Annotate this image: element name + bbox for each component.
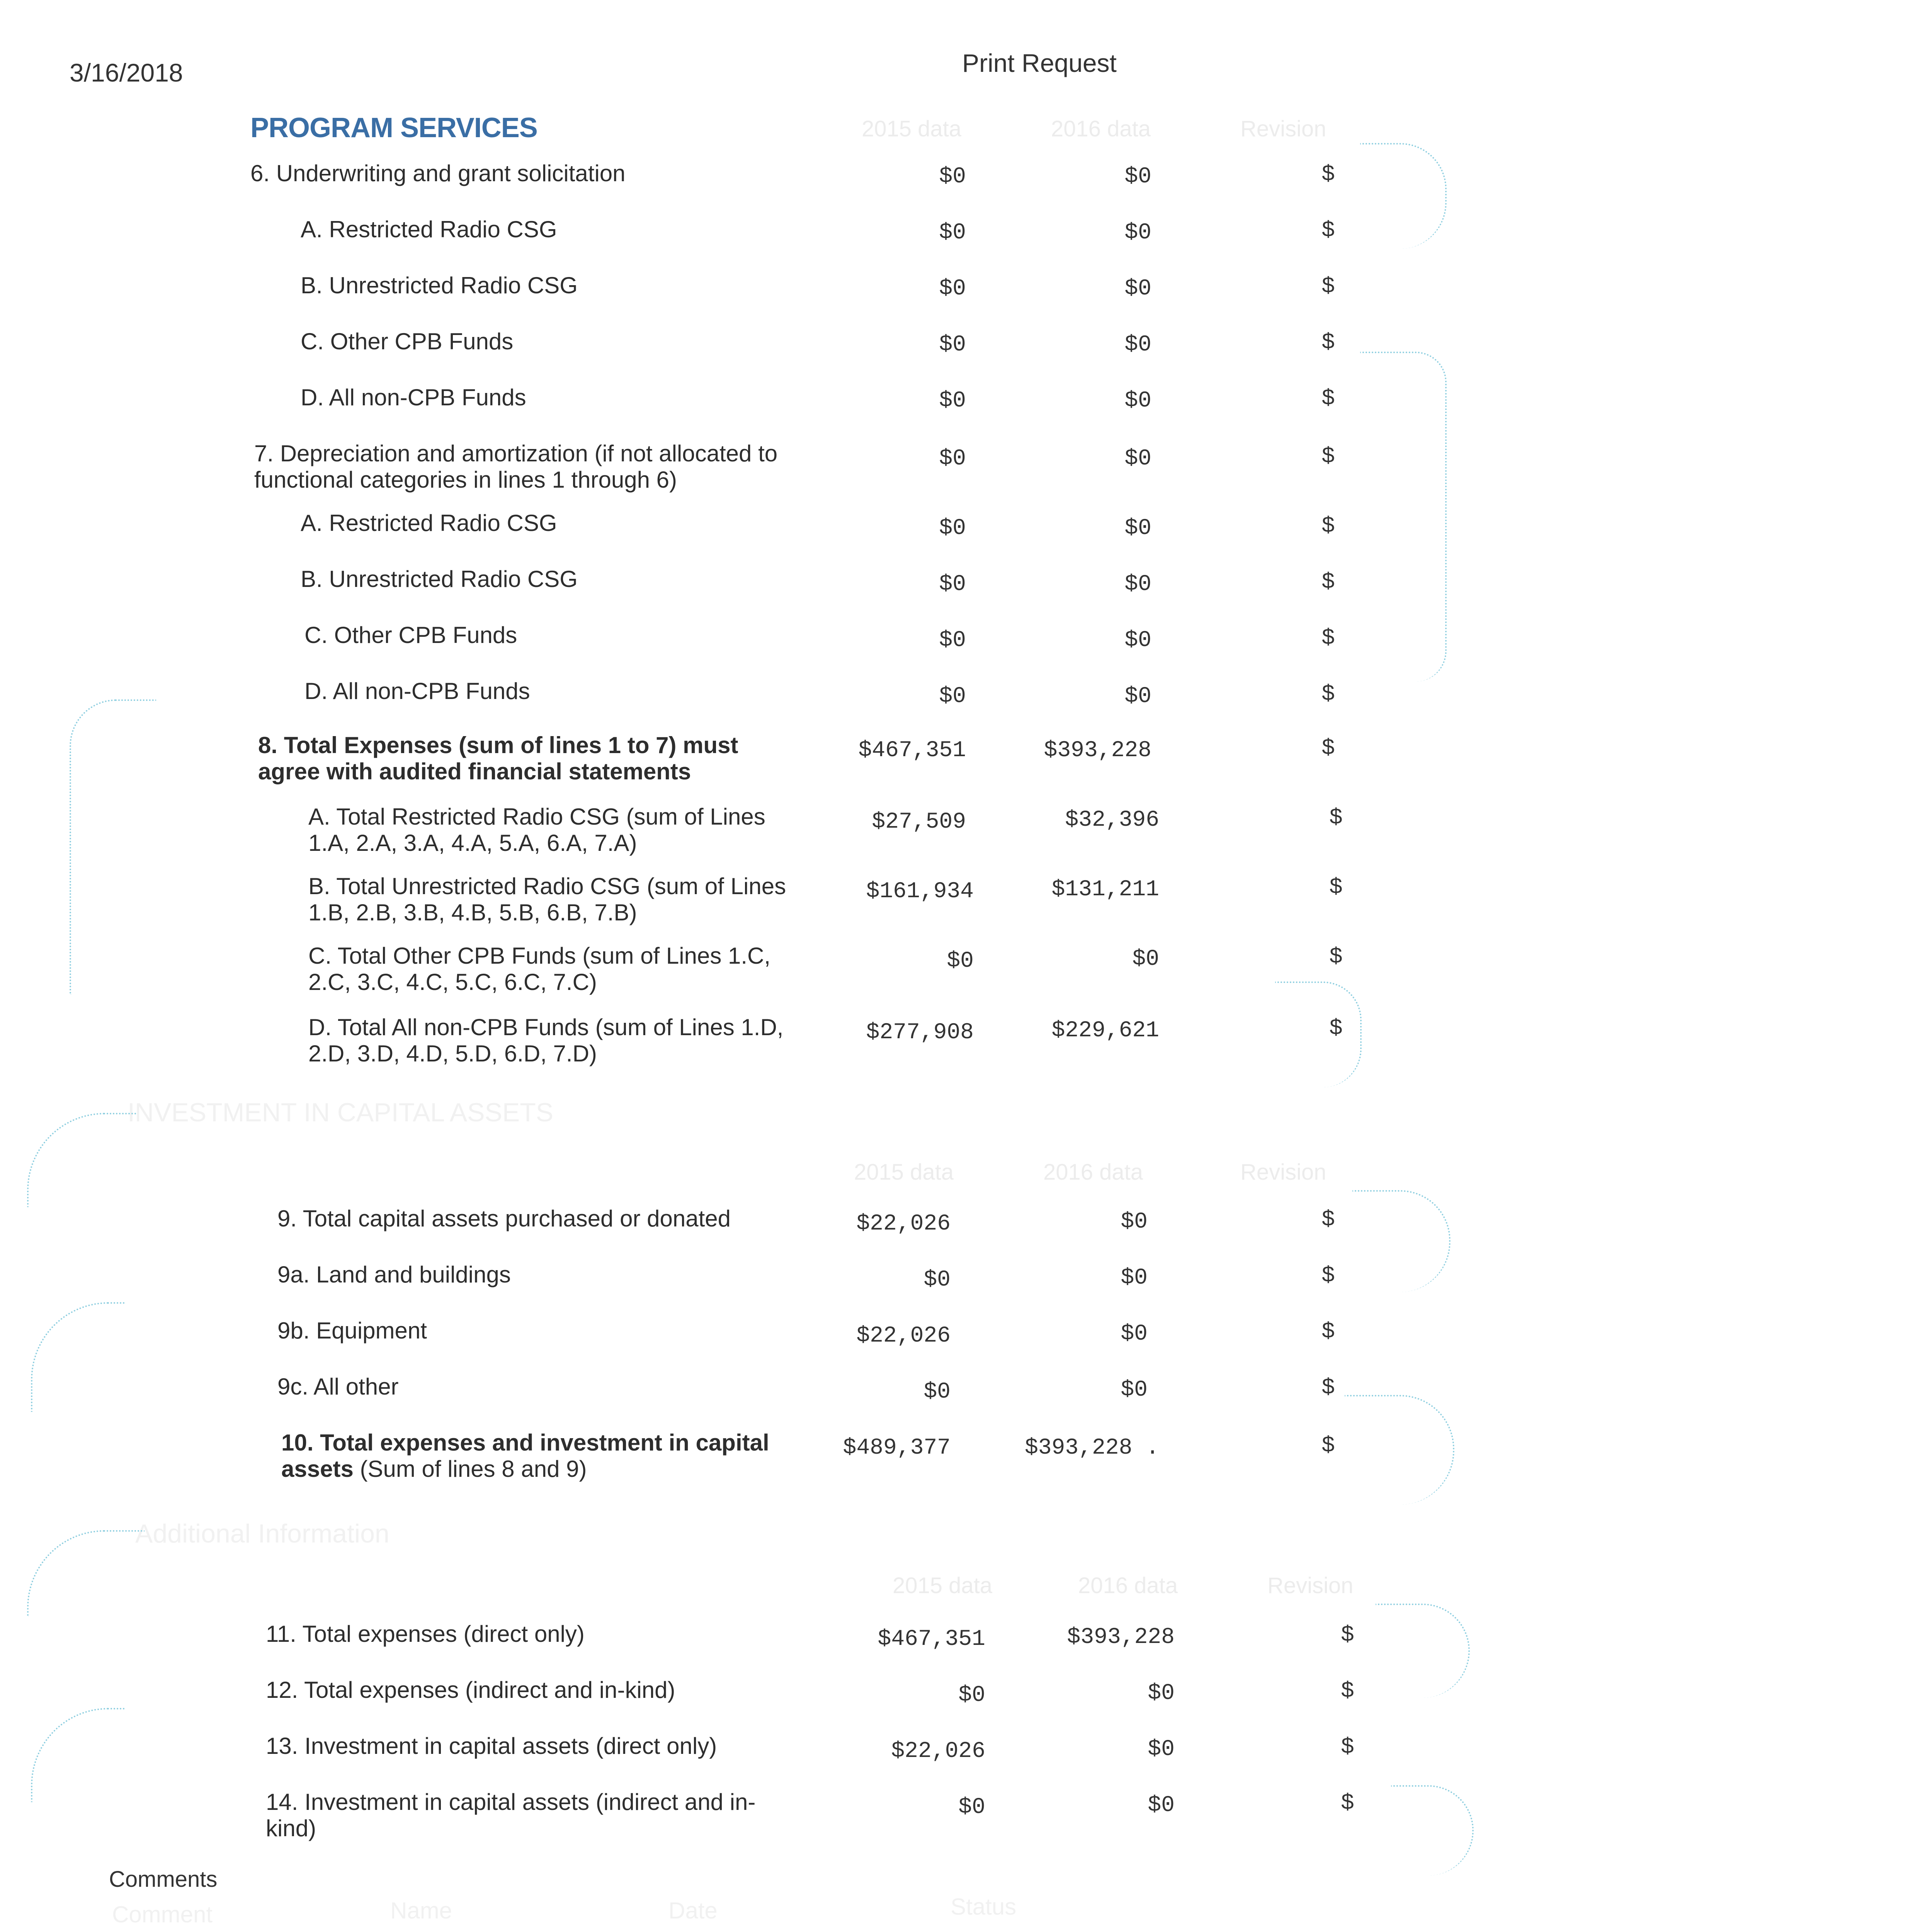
- value-2015: $0: [958, 1683, 985, 1708]
- col-header-2015: 2015 data: [854, 1160, 954, 1185]
- value-2016: $131,211: [1051, 877, 1159, 902]
- revision-field[interactable]: $: [1341, 1623, 1354, 1648]
- revision-field[interactable]: $: [1321, 514, 1335, 539]
- col-header-revision: Revision: [1240, 116, 1327, 141]
- bracket-mark: [31, 1708, 125, 1802]
- bracket-mark: [1360, 143, 1447, 249]
- value-2015: $467,351: [858, 738, 966, 763]
- revision-field[interactable]: $: [1321, 682, 1335, 707]
- value-2016: $0: [1121, 1209, 1148, 1235]
- revision-field[interactable]: $: [1321, 218, 1335, 243]
- revision-field[interactable]: $: [1329, 1016, 1343, 1041]
- col-header-2016: 2016 data: [1051, 116, 1151, 141]
- row-label: 11. Total expenses (direct only): [266, 1621, 585, 1647]
- value-2015: $0: [939, 516, 966, 541]
- col-header-revision: Revision: [1240, 1160, 1327, 1185]
- comments-col-name: Name: [390, 1898, 452, 1923]
- revision-field[interactable]: $: [1321, 626, 1335, 651]
- row-label: C. Other CPB Funds: [301, 328, 514, 354]
- value-2015: $277,908: [866, 1020, 974, 1045]
- revision-field[interactable]: $: [1321, 1376, 1335, 1401]
- bracket-mark: [1275, 981, 1362, 1087]
- row-label-total-expenses: 8. Total Expenses (sum of lines 1 to 7) must agree with audited financial statements: [258, 732, 738, 784]
- value-2015: $467,351: [878, 1627, 985, 1652]
- row-label: 6. Underwriting and grant solicitation: [250, 160, 626, 186]
- value-2016: $0: [1121, 1265, 1148, 1291]
- row-label: 9c. All other: [277, 1374, 399, 1400]
- value-2016: $0: [1121, 1378, 1148, 1403]
- col-header-2016: 2016 data: [1043, 1160, 1143, 1185]
- row-label: B. Total Unrestricted Radio CSG (sum of Lines 1.B, 2.B, 3.B, 4.B, 5.B, 6.B, 7.B): [308, 873, 786, 925]
- row-label: 13. Investment in capital assets (direct only): [266, 1733, 717, 1759]
- row-label: 7. Depreciation and amortization (if not allocated to functional categories in lines 1 through 6): [254, 440, 778, 493]
- revision-field[interactable]: $: [1321, 1320, 1335, 1345]
- revision-field[interactable]: $: [1321, 330, 1335, 355]
- value-2016: $0: [1124, 276, 1151, 301]
- row-label: 9. Total capital assets purchased or donated: [277, 1206, 731, 1231]
- bracket-mark: [70, 699, 156, 995]
- row-label: A. Restricted Radio CSG: [301, 216, 557, 242]
- value-2016: $393,228 .: [1024, 1435, 1159, 1461]
- revision-field[interactable]: $: [1341, 1735, 1354, 1760]
- value-2015: $0: [939, 164, 966, 189]
- value-2015: $0: [923, 1267, 951, 1293]
- comments-col-status: Status: [951, 1894, 1017, 1920]
- value-2016: $0: [1148, 1793, 1175, 1818]
- investment-title: INVESTMENT IN CAPITAL ASSETS: [128, 1098, 554, 1127]
- value-2015: $22,026: [856, 1323, 951, 1349]
- value-2015: $0: [939, 446, 966, 471]
- row-label: C. Total Other CPB Funds (sum of Lines 1.C, 2.C, 3.C, 4.C, 5.C, 6.C, 7.C): [308, 943, 771, 995]
- value-2016: $0: [1132, 947, 1159, 972]
- revision-field[interactable]: $: [1321, 162, 1335, 187]
- row-label: D. All non-CPB Funds: [301, 384, 526, 410]
- bracket-mark: [1391, 1785, 1474, 1876]
- value-2016: $0: [1148, 1681, 1175, 1706]
- row-label-rest: (Sum of lines 8 and 9): [353, 1456, 587, 1482]
- value-2015: $161,934: [866, 879, 974, 904]
- row-label: 9a. Land and buildings: [277, 1262, 511, 1287]
- value-2015: $0: [947, 949, 974, 974]
- comments-col-date: Date: [668, 1898, 718, 1923]
- revision-field[interactable]: $: [1321, 274, 1335, 299]
- value-2016: $0: [1121, 1321, 1148, 1347]
- revision-field[interactable]: $: [1321, 570, 1335, 595]
- revision-field[interactable]: $: [1321, 1208, 1335, 1233]
- value-2015: $0: [939, 332, 966, 357]
- revision-field[interactable]: $: [1329, 806, 1343, 831]
- row-label-bold: 10. Total expenses and investment in capital assets: [281, 1430, 769, 1482]
- value-2015: $0: [939, 220, 966, 245]
- value-2016: $0: [1124, 572, 1151, 597]
- value-2015: $22,026: [856, 1211, 951, 1236]
- value-2016: $229,621: [1051, 1018, 1159, 1043]
- bracket-mark: [1352, 1190, 1451, 1292]
- revision-field[interactable]: $: [1341, 1679, 1354, 1704]
- row-label: A. Total Restricted Radio CSG (sum of Lines 1.A, 2.A, 3.A, 4.A, 5.A, 6.A, 7.A): [308, 804, 765, 856]
- value-2015: $22,026: [891, 1739, 985, 1764]
- col-header-2016: 2016 data: [1078, 1573, 1178, 1598]
- value-2016: $0: [1124, 684, 1151, 709]
- value-2015: $0: [939, 276, 966, 301]
- revision-field[interactable]: $: [1321, 736, 1335, 761]
- bracket-mark: [31, 1302, 125, 1412]
- row-label-total-expenses-investment: [281, 1430, 784, 1482]
- value-2015: $0: [958, 1795, 985, 1820]
- value-2015: $0: [939, 388, 966, 413]
- row-label: B. Unrestricted Radio CSG: [301, 566, 578, 592]
- value-2015: $0: [939, 572, 966, 597]
- row-label: 9b. Equipment: [277, 1318, 427, 1344]
- revision-field[interactable]: $: [1321, 1264, 1335, 1289]
- comments-title: Comments: [109, 1867, 218, 1892]
- row-label: 12. Total expenses (indirect and in-kind): [266, 1677, 675, 1703]
- value-2016: $0: [1124, 516, 1151, 541]
- value-2015: $0: [939, 628, 966, 653]
- value-2016: $0: [1124, 220, 1151, 245]
- value-2015: $489,377: [843, 1435, 951, 1461]
- revision-field[interactable]: $: [1321, 386, 1335, 412]
- revision-field[interactable]: $: [1341, 1791, 1354, 1816]
- bracket-mark: [27, 1530, 145, 1617]
- value-2015: $0: [939, 684, 966, 709]
- value-2016: $0: [1148, 1737, 1175, 1762]
- value-2016: $0: [1124, 446, 1151, 471]
- bracket-mark: [1360, 352, 1447, 682]
- comments-col-comment: Comment: [112, 1901, 213, 1927]
- value-2016: $393,228: [1067, 1625, 1175, 1650]
- program-services-title: PROGRAM SERVICES: [250, 112, 537, 143]
- row-label: D. All non-CPB Funds: [304, 678, 530, 704]
- value-2016: $32,396: [1065, 808, 1159, 833]
- row-label: A. Restricted Radio CSG: [301, 510, 557, 536]
- value-2015: $0: [923, 1379, 951, 1405]
- print-date: 3/16/2018: [70, 58, 183, 87]
- bracket-mark: [27, 1113, 137, 1207]
- col-header-2015: 2015 data: [862, 116, 962, 141]
- revision-field[interactable]: $: [1321, 1434, 1335, 1459]
- row-label: C. Other CPB Funds: [304, 622, 517, 648]
- value-2016: $0: [1124, 332, 1151, 357]
- revision-field[interactable]: $: [1321, 444, 1335, 469]
- row-label: B. Unrestricted Radio CSG: [301, 272, 578, 298]
- row-label: 14. Investment in capital assets (indirect and in-kind): [266, 1789, 756, 1841]
- col-header-2015: 2015 data: [893, 1573, 993, 1598]
- row-label: D. Total All non-CPB Funds (sum of Lines 1.D, 2.D, 3.D, 4.D, 5.D, 6.D, 7.D): [308, 1014, 784, 1066]
- value-2016: $0: [1124, 164, 1151, 189]
- page-title: Print Request: [962, 49, 1117, 77]
- bracket-mark: [1345, 1395, 1454, 1505]
- bracket-mark: [1376, 1604, 1470, 1698]
- additional-title: Additional Information: [135, 1519, 389, 1548]
- value-2015: $27,509: [872, 810, 966, 835]
- value-2016: $0: [1124, 388, 1151, 413]
- value-2016: $393,228: [1044, 738, 1151, 763]
- col-header-revision: Revision: [1267, 1573, 1354, 1598]
- value-2016: $0: [1124, 628, 1151, 653]
- revision-field[interactable]: $: [1329, 875, 1343, 900]
- revision-field[interactable]: $: [1329, 945, 1343, 970]
